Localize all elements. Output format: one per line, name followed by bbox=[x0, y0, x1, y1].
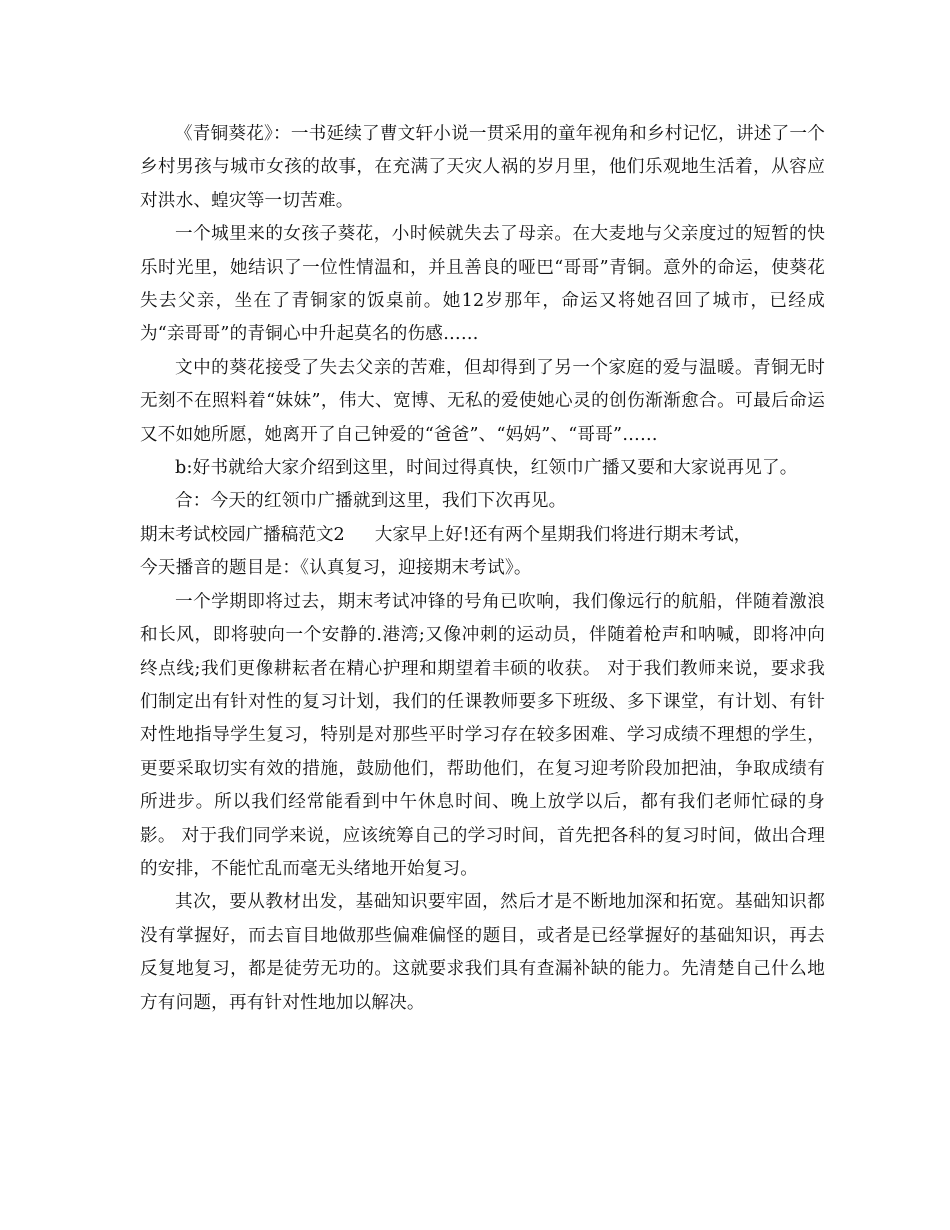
paragraph-host-b: b:好书就给大家介绍到这里，时间过得真快，红领巾广播又要和大家说再见了。 bbox=[175, 458, 798, 479]
document-body bbox=[140, 118, 825, 1020]
paragraph-book-intro: 《青铜葵花》：一书延续了曹文轩小说一贯采用的童年视角和乡村记忆，讲述了一个乡村男孩与城市女孩的故事，在充满了天灾人祸的岁月里，他们乐观地生活着，从容应对洪水、蝗灾等一切苦难。 bbox=[140, 124, 825, 211]
paragraph-study-basics: 其次，要从教材出发，基础知识要牢固，然后才是不断地加深和拓宽。基础知识都没有掌握好，而去盲目地做那些偏难偏怪的题目，或者是已经掌握好的基础知识，再去反复地复习，都是徒劳无功的。这就要求我们具有查漏补缺的能力。先清楚自己什么地方有问题，再有针对性地加以解决。 bbox=[140, 892, 825, 1013]
paragraph-reflection: 文中的葵花接受了失去父亲的苦难，但却得到了另一个家庭的爱与温暖。青铜无时无刻不在照料着“妹妹”，伟大、宽博、无私的爱使她心灵的创伤渐渐愈合。可最后命运又不如她所愿，她离开了自己钟爱的“爸爸”、“妈妈”、“哥哥”…… bbox=[140, 357, 825, 445]
section-intro-rest: 今天播音的题目是：《认真复习，迎接期末考试》。 bbox=[140, 558, 532, 579]
paragraph-story-summary: 一个城里来的女孩子葵花，小时候就失去了母亲。在大麦地与父亲度过的短暂的快乐时光里，她结识了一位性情温和，并且善良的哑巴“哥哥”青铜。意外的命运，使葵花失去父亲，坐在了青铜家的饭桌前。她12岁那年，命运又将她召回了城市，已经成为“亲哥哥”的青铜心中升起莫名的伤感…… bbox=[140, 224, 825, 345]
section-heading-line bbox=[140, 519, 825, 552]
section-title: 期末考试校园广播稿范文2 bbox=[140, 524, 345, 545]
paragraph-semester-end: 一个学期即将过去，期末考试冲锋的号角已吹响，我们像远行的航船，伴随着激浪和长风，即将驶向一个安静的.港湾;又像冲刺的运动员，伴随着枪声和呐喊，即将冲向终点线;我们更像耕耘者在精心护理和期望着丰硕的收获。 对于我们教师来说，要求我们制定出有针对性的复习计划，我们的任课教师要多下班级、多下课堂，有计划、有针对性地指导学生复习，特别是对那些平时学习存在较多困难、学习成绩不理想的学生，更要采取切实有效的措施，鼓励他们，帮助他们，在复习迎考阶段加把油，争取成绩有所进步。所以我们经常能看到中午休息时间、晚上放学以后，都有我们老师忙碌的身影。 对于我们同学来说，应该统筹自己的学习时间，首先把各科的复习时间，做出合理的安排，不能忙乱而毫无头绪地开始复习。 bbox=[140, 591, 825, 879]
paragraph-closing: 合：今天的红领巾广播就到这里，我们下次再见。 bbox=[175, 491, 567, 512]
section-intro-first: 大家早上好!还有两个星期我们将进行期末考试， bbox=[374, 524, 752, 545]
